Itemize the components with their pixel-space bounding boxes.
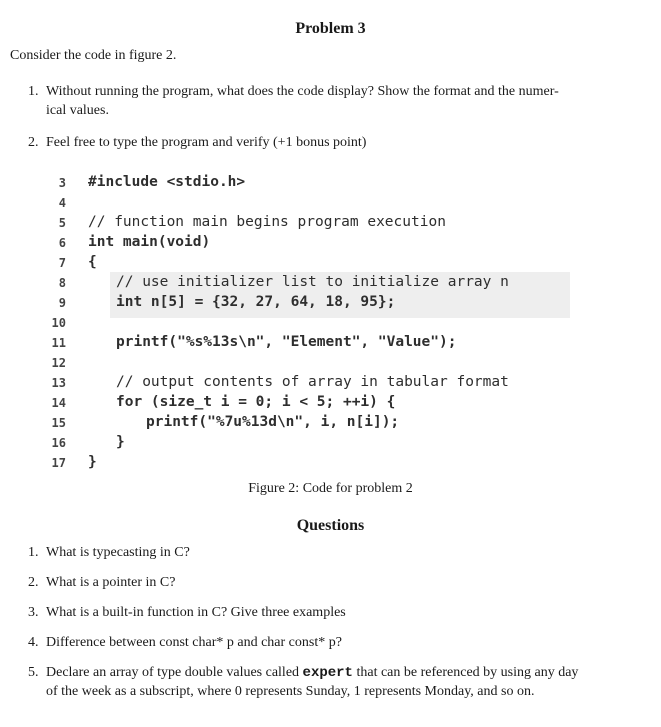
code-line-7: {: [88, 254, 97, 270]
line-number: 9: [58, 296, 66, 310]
line-number: 13: [51, 376, 66, 390]
line-number: 4: [58, 196, 66, 210]
line-number: 8: [58, 276, 66, 290]
line-number: 15: [51, 416, 66, 430]
line-number: 10: [51, 316, 66, 330]
code-line-14: for (size_t i = 0; i < 5; ++i) {: [116, 394, 396, 410]
line-number: 6: [58, 236, 66, 250]
question-text: What is a built-in function in C? Give three examples: [46, 605, 346, 620]
code-line-15: printf("%7u%13d\n", i, n[i]);: [146, 414, 400, 430]
task-item-2: [28, 133, 648, 153]
intro-text: Consider the code in figure 2.: [10, 48, 177, 63]
questions-heading: Questions: [296, 517, 365, 534]
line-number: 5: [58, 216, 66, 230]
code-line-17: }: [88, 454, 97, 470]
line-number: 11: [51, 336, 66, 350]
task-number: 2.: [28, 135, 39, 150]
question-item-4: [28, 633, 648, 653]
page-title: Problem 3: [295, 20, 366, 37]
task-text: Feel free to type the program and verify (+1 bonus point): [46, 135, 367, 150]
task-number: 1.: [28, 84, 39, 99]
question-number: 5.: [28, 665, 39, 680]
line-number: 3: [58, 176, 66, 190]
question-text: What is typecasting in C?: [46, 545, 190, 560]
question-number: 2.: [28, 575, 39, 590]
question-item-1: [28, 543, 648, 563]
line-number: 16: [51, 436, 66, 450]
question-text-part: Declare an array of type double values called: [46, 665, 303, 680]
code-line-9: int n[5] = {32, 27, 64, 18, 95};: [116, 294, 396, 310]
question-number: 3.: [28, 605, 39, 620]
question-text-cont: of the week as a subscript, where 0 represents Sunday, 1 represents Monday, and so on.: [46, 684, 535, 699]
code-line-8: // use initializer list to initialize array n: [116, 274, 509, 290]
line-number: 14: [51, 396, 66, 410]
code-line-13: // output contents of array in tabular format: [116, 374, 509, 390]
task-text-cont: ical values.: [46, 103, 109, 118]
task-item-1: [28, 82, 648, 122]
code-line-5: // function main begins program execution: [88, 214, 446, 230]
question-item-3: [28, 603, 648, 623]
line-number: 17: [51, 456, 66, 470]
question-text: What is a pointer in C?: [46, 575, 176, 590]
task-text: Without running the program, what does the code display? Show the format and the numer-: [46, 84, 559, 99]
question-item-5: [28, 663, 648, 703]
question-text: [46, 663, 578, 683]
code-line-16: }: [116, 434, 125, 450]
question-text-part: that can be referenced by using any day: [352, 665, 579, 680]
question-text: Difference between const char* p and char const* p?: [46, 635, 342, 650]
code-line-3: #include <stdio.h>: [88, 174, 246, 190]
line-number: 7: [58, 256, 66, 270]
line-number: 12: [51, 356, 66, 370]
code-line-6: int main(void): [88, 234, 211, 250]
question-item-2: [28, 573, 648, 593]
figure-caption: Figure 2: Code for problem 2: [248, 481, 413, 496]
question-number: 1.: [28, 545, 39, 560]
question-number: 4.: [28, 635, 39, 650]
keyword-expert: expert: [302, 665, 353, 681]
code-line-11: printf("%s%13s\n", "Element", "Value");: [116, 334, 457, 350]
